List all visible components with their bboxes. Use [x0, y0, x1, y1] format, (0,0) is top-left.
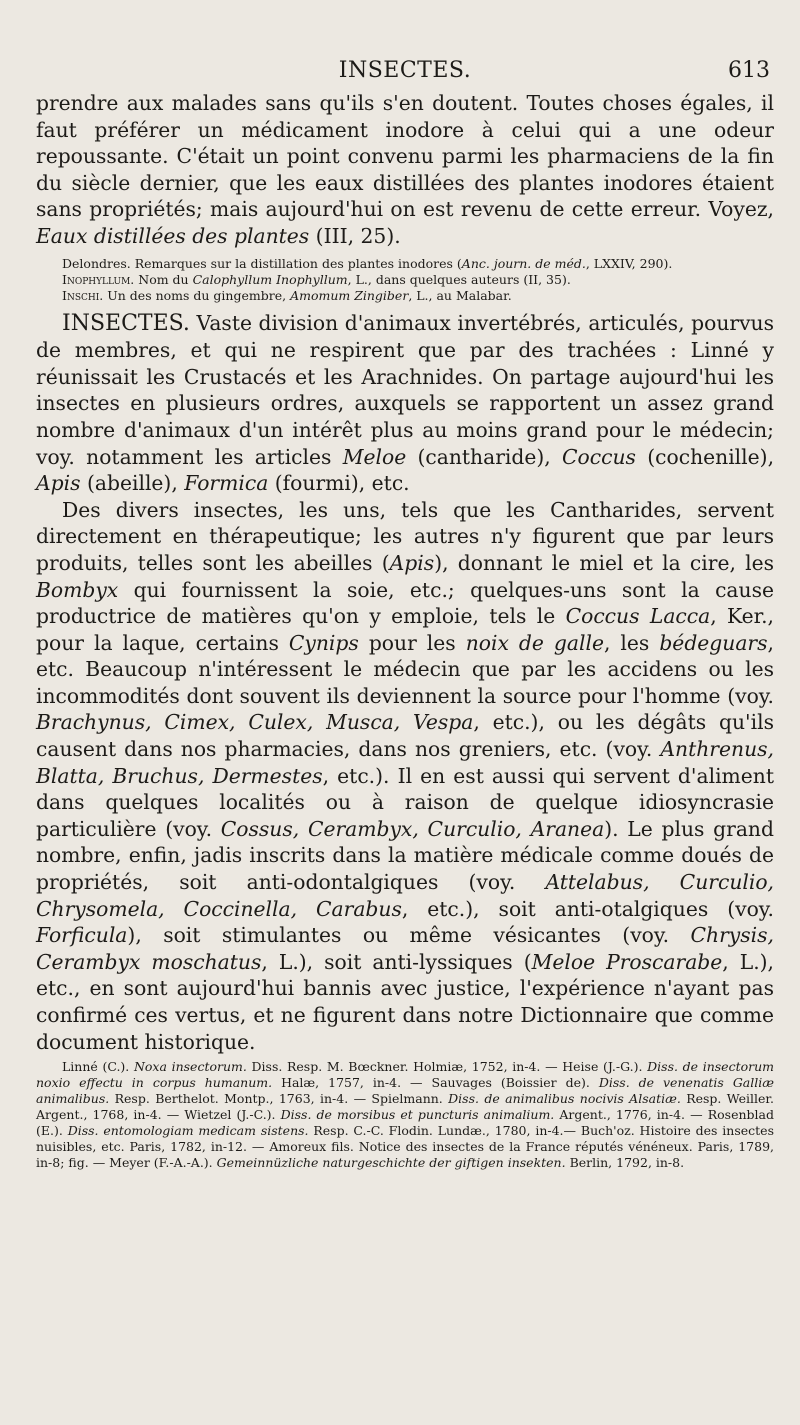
- continued-paragraph: prendre aux malades sans qu'ils s'en doutent. Toutes choses égales, il faut préférer un médicament inodore à celui qui a une odeur repoussante. C'était un point convenu parmi les pharmaciens de la fin du siècle dernier, que les eaux distillées des plantes inodores étaient sans propriétés; mais aujourd'hui on est revenu de cette erreur. Voyez, Eaux distillées des plantes (III, 25).: [36, 91, 774, 248]
- cross-reference: Eaux distillées des plantes: [36, 223, 310, 248]
- bibliography-block: [36, 1059, 774, 1171]
- article-headword: INSECTES.: [62, 310, 190, 336]
- continued-text: prendre aux malades sans qu'ils s'en doutent. Toutes choses égales, il faut préférer un médicament inodore à celui qui a une odeur repoussante. C'était un point convenu parmi les pharmaciens de la fin du siècle dernier, que les eaux distillées des plantes inodores étaient sans propriétés; mais aujourd'hui on est revenu de cette erreur. Voyez: [36, 91, 774, 222]
- entry-term: Inophyllum.: [62, 271, 135, 287]
- running-header: [36, 56, 774, 90]
- article-paragraph-2: Des divers insectes, les uns, tels que les Cantharides, servent directement en thérapeutique; les autres n'y figurent que par leurs produits, telles sont les abeilles (Apis), donnant le miel et la cire, les Bombyx qui fournissent la soie, etc.; quelques-uns sont la cause productrice de matières qu'on y emploie, tels le Coccus Lacca, Ker., pour la laque, certains Cynips pour les noix de galle, les bédeguars, etc. Beaucoup n'intéressent le médecin que par les accidens ou les incommodités dont souvent ils deviennent la source pour l'homme (voy. Brachynus, Cimex, Culex, Musca, Vespa, etc.), ou les dégâts qu'ils causent dans nos pharmacies, dans nos greniers, etc. (voy. Anthrenus, Blatta, Bruchus, Dermestes, etc.). Il en est aussi qui servent d'aliment dans quelques localités ou à raison de quelque idiosyncrasie particulière (voy. Cossus, Cerambyx, Curculio, Aranea). Le plus grand nombre, enfin, jadis inscrits dans la matière médicale comme doués de propriétés, soit anti-odontalgiques (voy. Attelabus, Curculio, Chrysomela, Coccinella, Carabus, etc.), soit anti-otalgiques (voy. Forficula), soit stimulantes ou même vésicantes (voy. Chrysis, Cerambyx moschatus, L.), soit anti-lyssiques (Meloe Proscarabe, L.), etc., en sont aujourd'hui bannis avec justice, l'expérience n'ayant pas confirmé ces vertus, et ne figurent dans notre Dictionnaire que comme document historique.: [36, 497, 775, 1054]
- reference-delondres: Delondres. Remarques sur la distillation des plantes inodores (Anc. journ. de méd., LXXIV, 290).: [62, 255, 673, 271]
- cross-reference-location: (III, 25).: [315, 223, 401, 248]
- references-block: [36, 256, 774, 304]
- bibliography-text: Linné (C.). Noxa insectorum. Diss. Resp. M. Bœckner. Holmiæ, 1752, in-4. — Heise (J.-G.). Diss. de insectorum noxio effectu in corpus humanum. Halæ, 1757, in-4. — Sauvages (Boissier de). Diss. de venenatis Galliæ animalibus. Resp. Berthelot. Montp., 1763, in-4. — Spielmann. Diss. de animalibus nocivis Alsatiæ. Resp. Weiller. Argent., 1768, in-4. — Wietzel (J.-C.). Diss. de morsibus et puncturis animalium. Argent., 1776, in-4. — Rosenblad (E.). Diss. entomologiam medicam sistens. Resp. C.-C. Flodin. Lundæ., 1780, in-4.— Buch'oz. Histoire des insectes nuisibles, etc. Paris, 1782, in-12. — Amoreux fils. Notice des insectes de la France réputés vénéneux. Paris, 1789, in-8; fig. — Meyer (F.-A.-A.). Gemeinnüzliche naturgeschichte der giftigen insekten. Berlin, 1792, in-8.: [36, 1059, 774, 1171]
- article-insectes: [36, 310, 774, 1056]
- article-paragraph-1: INSECTES. Vaste division d'animaux invertébrés, articulés, pourvus de membres, et qui ne respirent que par des trachées : Linné y réunissait les Crustacés et les Arachnides. On partage aujourd'hui les insectes en plusieurs ordres, auxquels se rapportent un assez grand nombre d'animaux d'un intérêt plus au moins grand pour le médecin; voy. notamment les articles Meloe (cantharide), Coccus (cochenille), Apis (abeille), Formica (fourmi), etc.: [36, 310, 775, 496]
- page-number: 613: [728, 58, 770, 83]
- entry-term: Inschi.: [62, 287, 104, 303]
- header-title: INSECTES.: [338, 58, 472, 83]
- entry-inophyllum: Inophyllum. Nom du Calophyllum Inophyllum, L., dans quelques auteurs (II, 35).: [62, 271, 571, 287]
- entry-inschi: Inschi. Un des noms du gingembre, Amomum Zingiber, L., au Malabar.: [62, 287, 512, 303]
